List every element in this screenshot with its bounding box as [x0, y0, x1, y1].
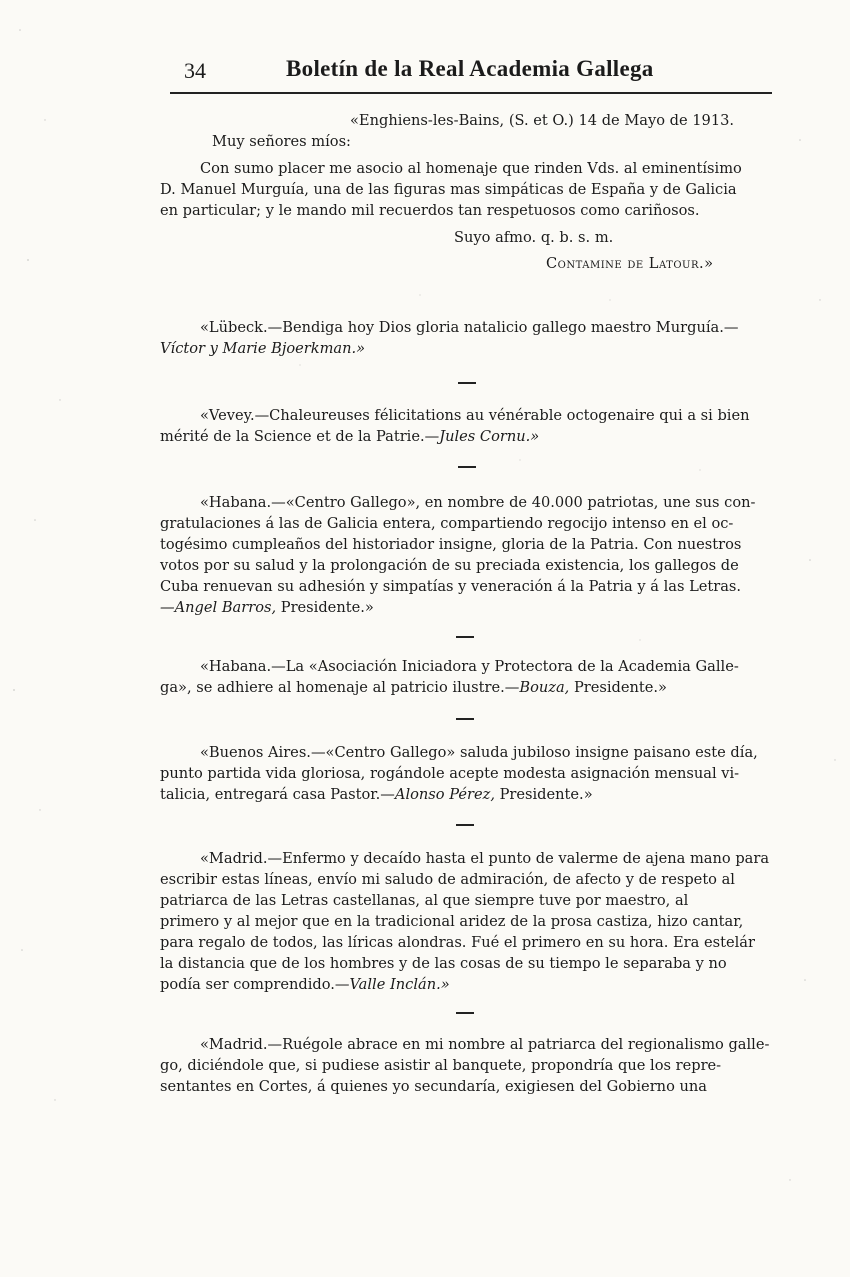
telegram-line: votos por su salud y la prolongación de su preciada existencia, los gallegos de — [160, 557, 739, 574]
telegram-line: punto partida vida gloriosa, rogándole acepte modesta asignación mensual vi- — [160, 765, 740, 782]
telegram-author: —Angel Barros, — [160, 599, 277, 616]
telegram-line: mérité de la Science et de la Patrie.—Jules Cornu.» — [160, 428, 540, 445]
letter-line: escribir estas líneas, envío mi saludo de admiración, de afecto y de respeto al — [160, 871, 735, 888]
section-separator — [456, 1012, 474, 1014]
letter-valle-inclan — [160, 848, 772, 995]
header-rule — [170, 92, 772, 94]
letter-closing: Suyo afmo. q. b. s. m. — [454, 229, 614, 246]
telegram-line: «Madrid.—Ruégole abrace en mi nombre al patriarca del regionalismo galle- — [200, 1036, 770, 1053]
letter-line: la distancia que de los hombres y de las cosas de su tiempo le separaba y no — [160, 955, 727, 972]
telegram-line: —Angel Barros, Presidente.» — [160, 599, 374, 616]
telegram-line: «Lübeck.—Bendiga hoy Dios gloria natalicio gallego maestro Murguía.— — [200, 319, 739, 336]
telegram-vevey — [160, 405, 772, 447]
telegram-line: «Habana.—La «Asociación Iniciadora y Protectora de la Academia Galle- — [200, 658, 739, 675]
letter-signature: Contamine de Latour.» — [546, 255, 714, 272]
section-separator — [456, 718, 474, 720]
telegram-lubeck — [160, 317, 772, 359]
letter-line: podía ser comprendido.—Valle Inclán.» — [160, 976, 450, 993]
letter-salutation: Muy señores míos: — [212, 133, 351, 150]
page-header — [178, 56, 770, 90]
letter-line: para regalo de todos, las líricas alondras. Fué el primero en su hora. Era estelár — [160, 934, 755, 951]
letter-author: Valle Inclán.» — [349, 976, 450, 993]
telegram-line: togésimo cumpleaños del historiador insigne, gloria de la Patria. Con nuestros — [160, 536, 742, 553]
section-separator — [458, 466, 476, 468]
letter-line: primero y al mejor que en la tradicional aridez de la prosa castiza, hizo cantar, — [160, 913, 744, 930]
telegram-line: ga», se adhiere al homenaje al patricio ilustre.—Bouza, Presidente.» — [160, 679, 667, 696]
telegram-habana-centro — [160, 492, 772, 618]
telegram-habana-asociacion — [160, 656, 772, 698]
letter-line: «Madrid.—Enfermo y decaído hasta el punto de valerme de ajena mano para — [200, 850, 770, 867]
telegram-line: sentantes en Cortes, á quienes yo secundaría, exigiesen del Gobierno una — [160, 1078, 707, 1095]
letter-latour — [160, 110, 772, 274]
telegram-line: «Vevey.—Chaleureuses félicitations au vénérable octogenaire qui a si bien — [200, 407, 750, 424]
page-number: 34 — [184, 58, 206, 83]
letter-line: en particular; y le mando mil recuerdos tan respetuosos como cariñosos. — [160, 202, 700, 219]
telegram-line: talicia, entregará casa Pastor.—Alonso Pérez, Presidente.» — [160, 786, 593, 803]
letter-heading: «Enghiens-les-Bains, (S. et O.) 14 de Mayo de 1913. — [350, 112, 735, 129]
telegram-author: Bouza, — [519, 679, 570, 696]
letter-line: patriarca de las Letras castellanas, al que siempre tuve por maestro, al — [160, 892, 689, 909]
section-separator — [456, 636, 474, 638]
section-separator — [456, 824, 474, 826]
telegram-line: gratulaciones á las de Galicia entera, compartiendo regocijo intenso en el oc- — [160, 515, 734, 532]
telegram-author: Víctor y Marie Bjoerkman.» — [160, 340, 366, 357]
letter-line: Con sumo placer me asocio al homenaje que rinden Vds. al eminentísimo — [200, 160, 742, 177]
telegram-madrid-2 — [160, 1034, 772, 1097]
telegram-buenos-aires — [160, 742, 772, 805]
telegram-line: «Buenos Aires.—«Centro Gallego» saluda jubiloso insigne paisano este día, — [200, 744, 758, 761]
telegram-author: Jules Cornu.» — [439, 428, 540, 445]
letter-line: D. Manuel Murguía, una de las figuras mas simpáticas de España y de Galicia — [160, 181, 737, 198]
telegram-line: Cuba renuevan su adhesión y simpatías y veneración á la Patria y á las Letras. — [160, 578, 742, 595]
telegram-line: go, diciéndole que, si pudiese asistir al banquete, propondría que los repre- — [160, 1057, 722, 1074]
section-separator — [458, 382, 476, 384]
journal-title: Boletín de la Real Academia Gallega — [286, 56, 654, 81]
telegram-author: Alonso Pérez, — [394, 786, 495, 803]
telegram-line: «Habana.—«Centro Gallego», en nombre de 40.000 patriotas, une sus con- — [200, 494, 756, 511]
